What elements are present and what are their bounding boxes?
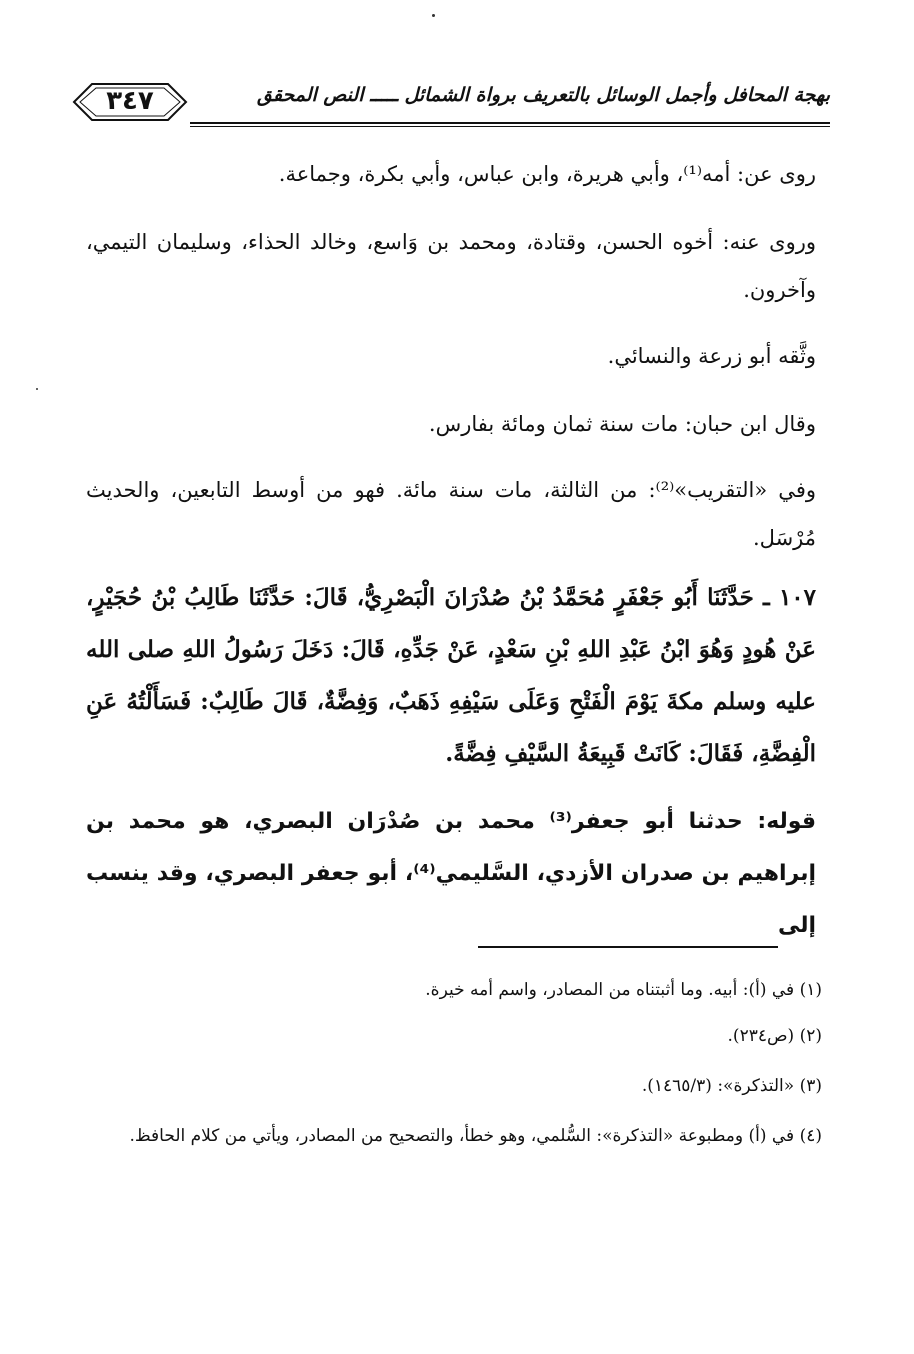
- footnote-3: (٣) «التذكرة»: (١٤٦٥/٣).: [641, 1076, 822, 1096]
- commentary-text: قوله: حدثنا أبو جعفر⁽³⁾ محمد بن صُدْرَان البصري، هو محمد بن إبراهيم بن صدران الأزدي، السَّليمي⁽⁴⁾، أبو جعفر البصري، وقد ينسب إلى: [86, 809, 816, 938]
- paragraph-ibn-hibban: وقال ابن حبان: مات سنة ثمان ومائة بفارس.: [428, 412, 816, 436]
- footnote-separator: [478, 946, 778, 948]
- page-header: [70, 80, 830, 126]
- header-rule-thin: [190, 126, 830, 127]
- paragraph-taqrib: وفي «التقريب»⁽²⁾: من الثالثة، مات سنة مائة. فهو من أوسط التابعين، والحديث مُرْسَل.: [86, 478, 816, 550]
- hadith-text: ١٠٧ ـ حَدَّثَنَا أَبُو جَعْفَرٍ مُحَمَّدُ بْنُ صُدْرَانَ الْبَصْرِيُّ، قَالَ: حَدَّثَنَا طَالِبُ بْنُ حُجَيْرٍ، عَنْ هُودٍ وَهُوَ ابْنُ عَبْدِ اللهِ بْنِ سَعْدٍ، عَنْ جَدِّهِ، قَالَ: دَخَلَ رَسُولُ اللهِ صلى الله عليه وسلم مكةَ يَوْمَ الْفَتْحِ وَعَلَى سَيْفِهِ ذَهَبٌ، وَفِضَّةٌ، قَالَ طَالِبٌ: فَسَأَلْتُهُ عَنِ الْفِضَّةِ، فَقَالَ: كَانَتْ قَبِيعَةُ السَّيْفِ فِضَّةً.: [86, 584, 816, 767]
- scan-speck: [36, 388, 38, 390]
- running-title: بهجة المحافل وأجمل الوسائل بالتعريف برواة الشمائل ـــــ النص المحقق: [257, 84, 830, 106]
- header-rule: [190, 122, 830, 124]
- page-number: ٣٤٧: [106, 86, 154, 116]
- footnote-1: (١) في (أ): أبيه. وما أثبتناه من المصادر، واسم أمه خيرة.: [425, 980, 822, 1000]
- footnote-4: (٤) في (أ) ومطبوعة «التذكرة»: السُّلمي، وهو خطأ، والتصحيح من المصادر، ويأتي من كلام الحافظ.: [129, 1126, 822, 1146]
- footnote-2: (٢) (ص٢٣٤).: [727, 1026, 822, 1046]
- paragraph-narrated-from: روى عن: أمه⁽¹⁾، وأبي هريرة، وابن عباس، وأبي بكرة، وجماعة.: [278, 162, 816, 186]
- scan-speck: [432, 14, 435, 17]
- paragraph-trusted: وثَّقه أبو زرعة والنسائي.: [607, 344, 816, 368]
- paragraph-narrated-by: وروى عنه: أخوه الحسن، وقتادة، ومحمد بن وَاسع، وخالد الحذاء، وسليمان التيمي، وآخرون.: [86, 230, 816, 302]
- page-number-badge: [70, 80, 190, 124]
